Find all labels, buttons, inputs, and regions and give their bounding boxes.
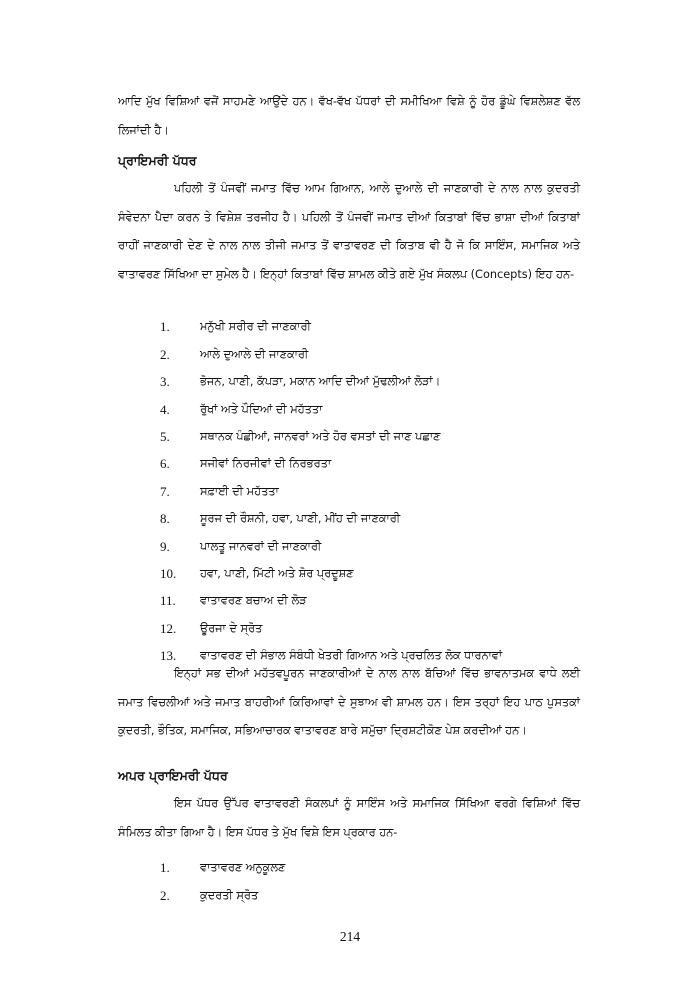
heading-upper-primary-level: ਅਪਰ ਪ੍ਰਾਇਮਰੀ ਪੱਧਰ: [118, 768, 228, 783]
page-number: 214: [339, 929, 361, 944]
list-text: ਆਲੇ ਦੁਆਲੇ ਦੀ ਜਾਣਕਾਰੀ: [200, 348, 309, 361]
list-number: 11.: [160, 593, 176, 608]
list-text: ਪਾਲਤੂ ਜਾਨਵਰਾਂ ਦੀ ਜਾਣਕਾਰੀ: [200, 540, 322, 553]
list-number: 7.: [160, 484, 170, 499]
list-text: ਸਜੀਵਾਂ ਨਿਰਜੀਵਾਂ ਦੀ ਨਿਰਭਰਤਾ: [200, 457, 332, 470]
list-number: 6.: [160, 456, 170, 471]
list-number: 13.: [160, 648, 177, 663]
list-number: 1.: [160, 319, 170, 334]
list-text: ਮਨੁੱਖੀ ਸਰੀਰ ਦੀ ਜਾਣਕਾਰੀ: [200, 320, 311, 333]
list-text: ਹਵਾ, ਪਾਣੀ, ਮਿੱਟੀ ਅਤੇ ਸ਼ੋਰ ਪ੍ਰਦੂਸ਼ਣ: [200, 567, 354, 580]
list-text: ਕੁਦਰਤੀ ਸ੍ਰੋਤ: [200, 889, 259, 902]
list-number: 4.: [160, 402, 170, 417]
list-text: ਭੋਜਨ, ਪਾਣੀ, ਕੱਪੜਾ, ਮਕਾਨ ਆਦਿ ਦੀਆਂ ਮੁੱਢਲੀਆਂ ਲੋੜਾਂ।: [200, 375, 441, 388]
list-number: 9.: [160, 539, 170, 554]
list-text: ਸਫ਼ਾਈ ਦੀ ਮਹੱਤਤਾ: [200, 485, 279, 498]
list-number: 2.: [160, 347, 170, 362]
heading-primary-level: ਪ੍ਰਾਇਮਰੀ ਪੱਧਰ: [118, 153, 197, 168]
list-text: ਵਾਤਾਵਰਣ ਅਨੁਕੂਲਣ: [200, 861, 286, 874]
list-number: 5.: [160, 429, 170, 444]
upper-primary-paragraph: ਇਸ ਪੱਧਰ ਉੱਪਰ ਵਾਤਾਵਰਣੀ ਸੰਕਲਪਾਂ ਨੂੰ ਸਾਇੰਸ ਅਤੇ ਸਮਾਜਿਕ ਸਿੱਖਿਆ ਵਰਗੇ ਵਿਸ਼ਿਆਂ ਵਿੱਚ ਸੰਮਿਲਤ ਕੀਤਾ ਗਿਆ ਹੈ। ਇਸ ਪੱਧਰ ਤੇ ਮੁੱਖ ਵਿਸ਼ੇ ਇਸ ਪ੍ਰਕਾਰ ਹਨ-: [118, 797, 580, 839]
list-text: ਸਥਾਨਕ ਪੰਛੀਆਂ, ਜਾਨਵਰਾਂ ਅਤੇ ਹੋਰ ਵਸਤਾਂ ਦੀ ਜਾਣ ਪਛਾਣ: [200, 430, 441, 443]
list-number: 3.: [160, 374, 170, 389]
summary-paragraph: ਇਨ੍ਹਾਂ ਸਭ ਦੀਆਂ ਮਹੱਤਵਪੂਰਨ ਜਾਣਕਾਰੀਆਂ ਦੇ ਨਾਲ ਨਾਲ ਬੱਚਿਆਂ ਵਿੱਚ ਭਾਵਨਾਤਮਕ ਵਾਧੇ ਲਈ ਜਮਾਤ ਵਿਚਲੀਆਂ ਅਤੇ ਜਮਾਤ ਬਾਹਰੀਆਂ ਕਿਰਿਆਵਾਂ ਦੇ ਸੁਝਾਅ ਵੀ ਸ਼ਾਮਲ ਹਨ। ਇਸ ਤਰ੍ਹਾਂ ਇਹ ਪਾਠ ਪੁਸਤਕਾਂ ਕੁਦਰਤੀ, ਭੌਤਿਕ, ਸਮਾਜਿਕ, ਸਭਿਆਚਾਰਕ ਵਾਤਾਵਰਣ ਬਾਰੇ ਸਮੁੱਚਾ ਦ੍ਰਿਸ਼ਟੀਕੋਣ ਪੇਸ਼ ਕਰਦੀਆਂ ਹਨ।: [118, 667, 580, 737]
list-text: ਰੁੱਖਾਂ ਅਤੇ ਪੌਦਿਆਂ ਦੀ ਮਹੱਤਤਾ: [200, 403, 323, 416]
list-text: ਊਰਜਾ ਦੇ ਸ੍ਰੋਤ: [200, 622, 263, 635]
list-text: ਵਾਤਾਵਰਣ ਬਚਾਅ ਦੀ ਲੋੜ: [200, 594, 307, 607]
list-number: 12.: [160, 621, 177, 636]
list-number: 8.: [160, 511, 170, 526]
list-number: 1.: [160, 860, 170, 875]
list-number: 10.: [160, 566, 177, 581]
list-text: ਵਾਤਾਵਰਣ ਦੀ ਸੰਭਾਲ ਸੰਬੰਧੀ ਖੇਤਰੀ ਗਿਆਨ ਅਤੇ ਪ੍ਰਚਲਿਤ ਲੋਕ ਧਾਰਨਾਵਾਂ: [200, 649, 503, 662]
list-text: ਸੂਰਜ ਦੀ ਰੌਸ਼ਨੀ, ਹਵਾ, ਪਾਣੀ, ਮੀਂਹ ਦੀ ਜਾਣਕਾਰੀ: [200, 512, 401, 525]
intro-paragraph: ਆਦਿ ਮੁੱਖ ਵਿਸ਼ਿਆਂ ਵਜੋਂ ਸਾਹਮਣੇ ਆਉਂਦੇ ਹਨ। ਵੱਖ-ਵੱਖ ਪੱਧਰਾਂ ਦੀ ਸਮੀਖਿਆ ਵਿਸ਼ੇ ਨੂੰ ਹੋਰ ਡੂੰਘੇ ਵਿਸ਼ਲੇਸ਼ਣ ਵੱਲ ਲਿਜਾਂਦੀ ਹੈ।: [118, 95, 580, 137]
list-number: 2.: [160, 888, 170, 903]
primary-paragraph: ਪਹਿਲੀ ਤੋਂ ਪੰਜਵੀਂ ਜਮਾਤ ਵਿੱਚ ਆਮ ਗਿਆਨ, ਆਲੇ ਦੁਆਲੇ ਦੀ ਜਾਣਕਾਰੀ ਦੇ ਨਾਲ ਨਾਲ ਕੁਦਰਤੀ ਸੰਵੇਦਨਾ ਪੈਦਾ ਕਰਨ ਤੇ ਵਿਸ਼ੇਸ਼ ਤਰਜੀਹ ਹੈ। ਪਹਿਲੀ ਤੋਂ ਪੰਜਵੀਂ ਜਮਾਤ ਦੀਆਂ ਕਿਤਾਬਾਂ ਵਿੱਚ ਭਾਸ਼ਾ ਦੀਆਂ ਕਿਤਾਬਾਂ ਰਾਹੀਂ ਜਾਣਕਾਰੀ ਦੇਣ ਦੇ ਨਾਲ ਨਾਲ ਤੀਜੀ ਜਮਾਤ ਤੋਂ ਵਾਤਾਵਰਣ ਦੀ ਕਿਤਾਬ ਵੀ ਹੈ ਜੋ ਕਿ ਸਾਇੰਸ, ਸਮਾਜਿਕ ਅਤੇ ਵਾਤਾਵਰਣ ਸਿੱਖਿਆ ਦਾ ਸੁਮੇਲ ਹੈ। ਇਨ੍ਹਾਂ ਕਿਤਾਬਾਂ ਵਿੱਚ ਸ਼ਾਮਲ ਕੀਤੇ ਗਏ ਮੁੱਖ ਸੰਕਲਪ (Concepts) ਇਹ ਹਨ-: [118, 182, 580, 281]
